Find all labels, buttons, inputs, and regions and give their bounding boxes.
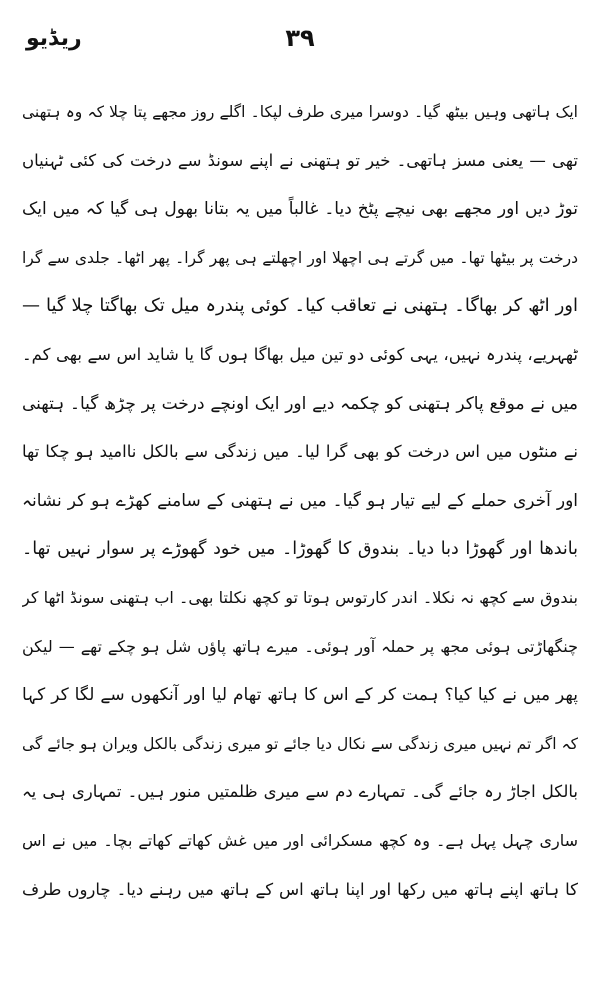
text-line: تھی — یعنی مسز ہاتھی۔ خیر تو ہتھنی نے اپنے سونڈ سے درخت کی کئی ٹہنیاں [22,150,578,170]
page-number: ۳۹ [285,24,315,52]
text-line: ایک ہاتھی وہیں بیٹھ گیا۔ دوسرا میری طرف لپکا۔ اگلے روز مجھے پتا چلا کہ وہ ہتھنی [22,103,578,121]
text-line: توڑ دیں اور مجھے بھی نیچے پٹخ دیا۔ غالباً میں یہ بتانا بھول ہی گیا کہ میں ایک [22,199,578,220]
text-line: پھر میں نے کیا کیا؟ ہمت کر کے اس کا ہاتھ تھام لیا اور آنکھوں سے لگا کر کہا [22,685,578,706]
text-line: ٹھہریے، پندرہ نہیں، یہی کوئی دو تین میل بھاگا ہوں گا یا شاید اس سے بھی کم۔ [22,344,578,364]
page-header [20,22,580,62]
text-line: کہ اگر تم نہیں میری زندگی سے نکال دیا جائے تو میری زندگی بالکل ویران ہو جائے گی [22,734,578,753]
text-line: باندھا اور گھوڑا دبا دیا۔ بندوق کا گھوڑا۔ میں خود گھوڑے پر سوار نہیں تھا۔ [22,539,578,560]
text-line: بالکل اجاڑ رہ جائے گی۔ تمہارے دم سے میری ظلمتیں منور ہیں۔ تمہاری ہی یہ [22,782,578,802]
body-text [22,88,578,914]
text-line: اور آخری حملے کے لیے تیار ہو گیا۔ میں نے ہتھنی کے سامنے کھڑے ہو کر نشانہ [22,490,578,511]
text-line: ساری چہل پہل ہے۔ وہ کچھ مسکرائی اور میں غش کھاتے کھاتے بچا۔ میں نے اس [22,830,578,850]
text-line: نے منٹوں میں اس درخت کو بھی گرا لیا۔ میں زندگی سے بالکل ناامید ہو چکا تھا [22,442,578,462]
text-line: میں نے موقع پاکر ہتھنی کو چکمہ دیے اور ایک اونچے درخت پر چڑھ گیا۔ ہتھنی [22,393,578,414]
running-head: ریڈیو [26,26,82,51]
text-line: کا ہاتھ اپنے ہاتھ میں رکھا اور اپنا ہاتھ اس کے ہاتھ میں رہنے دیا۔ چاروں طرف [22,879,578,899]
text-line: اور اٹھ کر بھاگا۔ ہتھنی نے تعاقب کیا۔ کوئی پندرہ میل تک بھاگتا چلا گیا — [22,295,578,317]
text-line: بندوق سے کچھ نہ نکلا۔ اندر کارتوس ہوتا تو کچھ نکلتا بھی۔ اب ہتھنی سونڈ اٹھا کر [22,587,578,607]
text-line: چنگھاڑتی ہوئی مجھ پر حملہ آور ہوئی۔ میرے ہاتھ پاؤں شل ہو چکے تھے — لیکن [22,636,578,656]
text-line: درخت پر بیٹھا تھا۔ میں گرتے ہی اچھلا اور اچھلتے ہی پھر گرا۔ پھر اٹھا۔ جلدی سے گرا [22,248,578,267]
